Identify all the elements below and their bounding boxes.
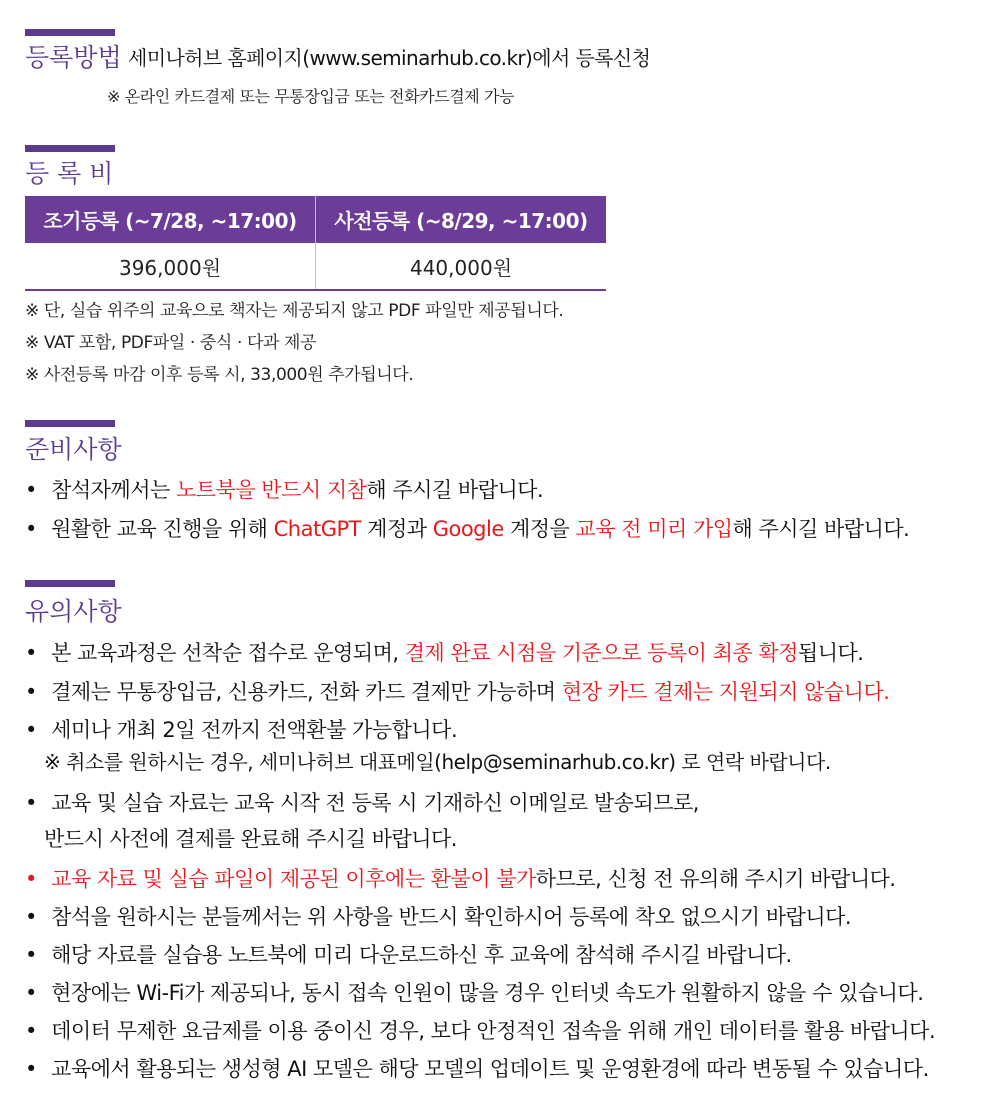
fee-heading: 등 록 비 [25, 159, 114, 188]
text: 교육에서 활용되는 생성형 AI 모델은 해당 모델의 업데이트 및 운영환경에 따라 변동될 수 있습니다. [51, 1057, 929, 1081]
fee-header-row [25, 196, 606, 243]
registration-text: 세미나허브 홈페이지(www.seminarhub.co.kr)에서 등록신청 [128, 46, 651, 70]
section-bar [25, 29, 115, 36]
highlight-text: 교육 전 미리 가입 [575, 517, 733, 541]
highlight-text: 결제 완료 시점을 기준으로 등록이 최종 확정 [404, 641, 798, 665]
notice-item [25, 787, 699, 817]
notice-heading: 유의사항 [25, 597, 122, 626]
text: 계정과 [360, 517, 433, 541]
text: 해당 자료를 실습용 노트북에 미리 다운로드하신 후 교육에 참석해 주시길 바랍니다. [51, 943, 792, 967]
prep-heading: 준비사항 [25, 435, 122, 464]
highlight-text: Google [432, 517, 504, 541]
early-registration-price: 396,000원 [25, 243, 316, 290]
section-bar [25, 420, 115, 427]
fee-value-row [25, 243, 606, 290]
pre-registration-price: 440,000원 [316, 243, 607, 290]
highlight-text: 현장 카드 결제는 지원되지 않습니다. [561, 680, 890, 704]
notice-item [25, 863, 896, 893]
text: 교육 및 실습 자료는 교육 시작 전 등록 시 기재하신 이메일로 발송되므로, [51, 791, 699, 815]
section-bar [25, 580, 115, 587]
text: 하므로, 신청 전 유의해 주시기 바랍니다. [535, 867, 896, 891]
fee-note: ※ 단, 실습 위주의 교육으로 책자는 제공되지 않고 PDF 파일만 제공됩니다. [25, 301, 564, 321]
highlight-text: ChatGPT [273, 517, 361, 541]
notice-continuation: 반드시 사전에 결제를 완료해 주시길 바랍니다. [44, 827, 457, 851]
text: 원활한 교육 진행을 위해 [51, 517, 274, 541]
notice-item [25, 676, 889, 706]
text: 데이터 무제한 요금제를 이용 중이신 경우, 보다 안정적인 접속을 위해 개인 데이터를 활용 바랍니다. [51, 1019, 936, 1043]
section-bar [25, 145, 115, 152]
notice-subnote: ※ 취소를 원하시는 경우, 세미나허브 대표메일(help@seminarhub.co.kr) 로 연락 바랍니다. [44, 750, 831, 774]
text: 세미나 개최 2일 전까지 전액환불 가능합니다. [51, 718, 458, 742]
notice-item [25, 977, 923, 1007]
fee-table [25, 196, 606, 291]
pre-registration-header: 사전등록 (~8/29, ~17:00) [316, 196, 607, 243]
highlight-text: 노트북을 반드시 지참 [175, 478, 367, 502]
prep-item [25, 513, 909, 543]
text: 됩니다. [797, 641, 864, 665]
text: 해 주시길 바랍니다. [732, 517, 910, 541]
text: 참석자께서는 [51, 478, 176, 502]
early-registration-header: 조기등록 (~7/28, ~17:00) [25, 196, 316, 243]
fee-note: ※ 사전등록 마감 이후 등록 시, 33,000원 추가됩니다. [25, 365, 414, 385]
notice-item [25, 714, 457, 744]
notice-item [25, 637, 863, 667]
fee-note: ※ VAT 포함, PDF파일 · 중식 · 다과 제공 [25, 333, 317, 353]
text: 현장에는 Wi-Fi가 제공되나, 동시 접속 인원이 많을 경우 인터넷 속도가 원활하지 않을 수 있습니다. [51, 981, 924, 1005]
notice-item [25, 1053, 929, 1083]
text: 해 주시길 바랍니다. [366, 478, 544, 502]
registration-note: ※ 온라인 카드결제 또는 무통장입금 또는 전화카드결제 가능 [107, 87, 515, 106]
text: 참석을 원하시는 분들께서는 위 사항을 반드시 확인하시어 등록에 착오 없으시기 바랍니다. [51, 905, 852, 929]
text: 본 교육과정은 선착순 접수로 운영되며, [51, 641, 405, 665]
notice-item [25, 1015, 935, 1045]
prep-item [25, 474, 543, 504]
highlight-text: 교육 자료 및 실습 파일이 제공된 이후에는 환불이 불가 [51, 867, 536, 891]
registration-heading: 등록방법 [25, 43, 122, 72]
text: 결제는 무통장입금, 신용카드, 전화 카드 결제만 가능하며 [51, 680, 562, 704]
text: 계정을 [503, 517, 576, 541]
notice-item [25, 901, 851, 931]
notice-item [25, 939, 792, 969]
